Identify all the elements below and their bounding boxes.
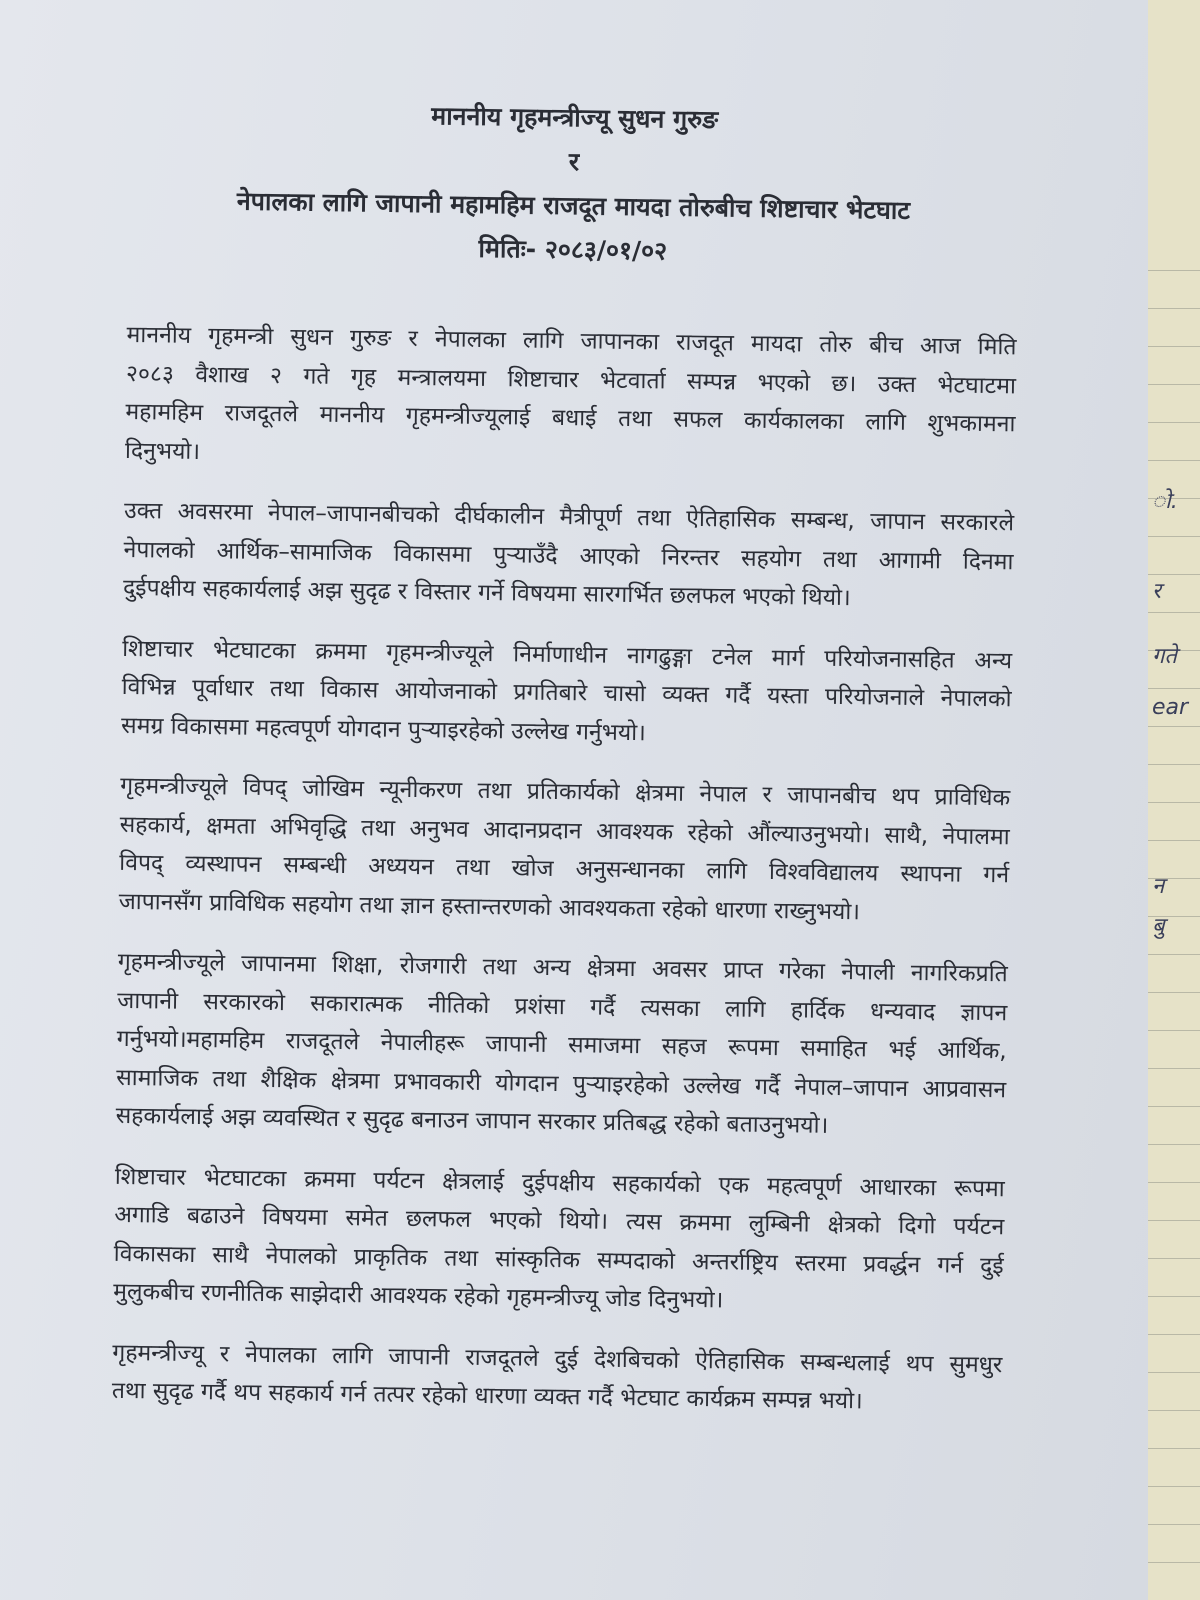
notebook-rule [1148,1448,1200,1449]
header-date: मितिः- २०८३/०१/०२ [478,233,668,266]
paragraph-line: विकासका साथै नेपालको प्राकृतिक तथा सांस्कृतिक सम्पदाको अन्तर्राष्ट्रिय स्तरमा प्रवर्द्धन गर्न दुई [113,1240,1004,1279]
handwritten-fragment: बु [1152,914,1165,939]
notebook-rule [1148,1372,1200,1373]
notebook-rule [1148,346,1200,347]
paragraph-line: उक्त अवसरमा नेपाल–जापानबीचको दीर्घकालीन मैत्रीपूर्ण तथा ऐतिहासिक सम्बन्ध, जापान सरकारले [123,497,1015,537]
paragraph [112,1333,1003,1422]
paragraph-line: सहकार्य, क्षमता अभिवृद्धि तथा अनुभव आदानप्रदान आवश्यक रहेको औंल्याउनुभयो। साथै, नेपालमा [119,811,1010,850]
handwritten-fragment: गते [1152,644,1177,669]
paragraph [118,767,1010,933]
paragraph [113,1157,1005,1323]
notebook-rule [1148,460,1200,461]
notebook-rule [1148,1068,1200,1069]
notebook-rule [1148,1524,1200,1525]
paragraph-line: तथा सुदृढ गर्दै थप सहकार्य गर्न तत्पर रहेको धारणा व्यक्त गर्दै भेटघाट कार्यक्रम सम्पन्न भयो। [111,1377,863,1415]
notebook-rule [1148,1334,1200,1335]
notebook-edge [1148,0,1200,1600]
notebook-rule [1148,1562,1200,1563]
paragraph-line: २०८३ वैशाख २ गते गृह मन्त्रालयमा शिष्टाचार भेटवार्ता सम्पन्न भएको छ। उक्त भेटघाटमा [125,360,1017,399]
paragraph-line: दुईपक्षीय सहकार्यलाई अझ सुदृढ र विस्तार गर्ने विषयमा सारगर्भित छलफल भएको थियो। [122,574,851,612]
paragraph-line: मुलुकबीच रणनीतिक साझेदारी आवश्यक रहेको गृहमन्त्रीज्यू जोड दिनुभयो। [113,1278,724,1314]
paragraph-line: जापानी सरकारको सकारात्मक नीतिको प्रशंसा गर्दै त्यसका लागि हार्दिक धन्यवाद ज्ञापन [117,987,1008,1026]
handwritten-fragment: र [1152,579,1161,604]
notebook-rule [1148,308,1200,309]
notebook-rule [1148,270,1200,271]
paragraph-line: माननीय गृहमन्त्री सुधन गुरुङ र नेपालका लागि जापानका राजदूत मायदा तोरु बीच आज मिति [126,321,1017,361]
notebook-rule [1148,1410,1200,1411]
notebook-rule [1148,384,1200,385]
paragraph [121,629,1013,757]
notebook-rule [1148,1030,1200,1031]
paragraph-line: विभिन्न पूर्वाधार तथा विकास आयोजनाको प्रगतिबारे चासो व्यक्त गर्दै यस्ता परियोजनाले नेपालको [121,673,1012,713]
paragraph [123,492,1015,620]
notebook-rule [1148,1106,1200,1107]
paragraph [125,316,1017,482]
paragraph-line: जापानसँग प्राविधिक सहयोग तथा ज्ञान हस्तान्तरणको आवश्यकता रहेको धारणा राख्नुभयो। [118,888,861,925]
notebook-rule [1148,840,1200,841]
paragraph-line: गृहमन्त्रीज्यूले विपद् जोखिम न्यूनीकरण तथा प्रतिकार्यको क्षेत्रमा नेपाल र जापानबीच थप प्राविधिक [120,772,1011,812]
notebook-rule [1148,764,1200,765]
notebook-rule [1148,1258,1200,1259]
notebook-rule [1148,536,1200,537]
handwritten-fragment: ो. [1152,489,1178,514]
paragraph-line: गृहमन्त्रीज्यूले जापानमा शिक्षा, रोजगारी तथा अन्य क्षेत्रमा अवसर प्राप्त गरेका नेपाली नागरिकप्रति [117,948,1008,988]
paragraph-line: गर्नुभयो।महामहिम राजदूतले नेपालीहरू जापानी समाजमा सहज रूपमा समाहित भई आर्थिक, [116,1025,1007,1065]
notebook-rule [1148,1144,1200,1145]
document-body [112,90,1020,1423]
header-conjunction: र [568,147,580,177]
notebook-rule [1148,1486,1200,1487]
paragraph-line: अगाडि बढाउने विषयमा समेत छलफल भएको थियो। त्यस क्रममा लुम्बिनी क्षेत्रको दिगो पर्यटन [114,1201,1005,1241]
notebook-rule [1148,992,1200,993]
notebook-rule [1148,422,1200,423]
notebook-rule [1148,1220,1200,1221]
notebook-rule [1148,726,1200,727]
handwritten-fragment: ear [1152,695,1189,720]
paragraph-line: दिनुभयो। [124,437,201,465]
notebook-rule [1148,1296,1200,1297]
paragraph-line: सहकार्यलाई अझ व्यवस्थित र सुदृढ बनाउन जापान सरकार प्रतिबद्ध रहेको बताउनुभयो। [115,1102,829,1139]
notebook-rule [1148,688,1200,689]
paragraph-line: विपद् व्यस्थापन सम्बन्धी अध्ययन तथा खोज अनुसन्धानका लागि विश्वविद्यालय स्थापना गर्न [119,849,1010,889]
paragraph-line: नेपालको आर्थिक–सामाजिक विकासमा पुऱ्याउँदै आएको निरन्तर सहयोग तथा आगामी दिनमा [123,536,1014,575]
paragraph-line: शिष्टाचार भेटघाटका क्रममा पर्यटन क्षेत्रलाई दुईपक्षीय सहकार्यको एक महत्वपूर्ण आधारका रूपमा [114,1163,1005,1202]
paragraph-line: सामाजिक तथा शैक्षिक क्षेत्रमा प्रभावकारी योगदान पुऱ्याइरहेको उल्लेख गर्दै नेपाल–जापान आप्रवासन [116,1064,1007,1103]
header-title-line1: माननीय गृहमन्त्रीज्यू सुधन गुरुङ [431,101,719,135]
paragraph [115,943,1008,1148]
header-title-line3: नेपालका लागि जापानी महामहिम राजदूत मायदा तोरुबीच शिष्टाचार भेटघाट [236,186,911,225]
notebook-rule [1148,612,1200,613]
paragraph-line: शिष्टाचार भेटघाटका क्रममा गृहमन्त्रीज्यूले निर्माणाधीन नागढुङ्गा टनेल मार्ग परियोजनासहित अन्य [122,635,1013,674]
notebook-rule [1148,802,1200,803]
paragraph-line: गृहमन्त्रीज्यू र नेपालका लागि जापानी राजदूतले दुई देशबिचको ऐतिहासिक सम्बन्धलाई थप सुमधुर [112,1339,1003,1378]
paragraph-line: महामहिम राजदूतले माननीय गृहमन्त्रीज्यूलाई बधाई तथा सफल कार्यकालका लागि शुभकामना [125,398,1016,438]
notebook-rule [1148,954,1200,955]
handwritten-fragment: न [1152,874,1165,899]
paragraph-line: समग्र विकासमा महत्वपूर्ण योगदान पुऱ्याइरहेको उल्लेख गर्नुभयो। [120,712,647,746]
notebook-rule [1148,1182,1200,1183]
